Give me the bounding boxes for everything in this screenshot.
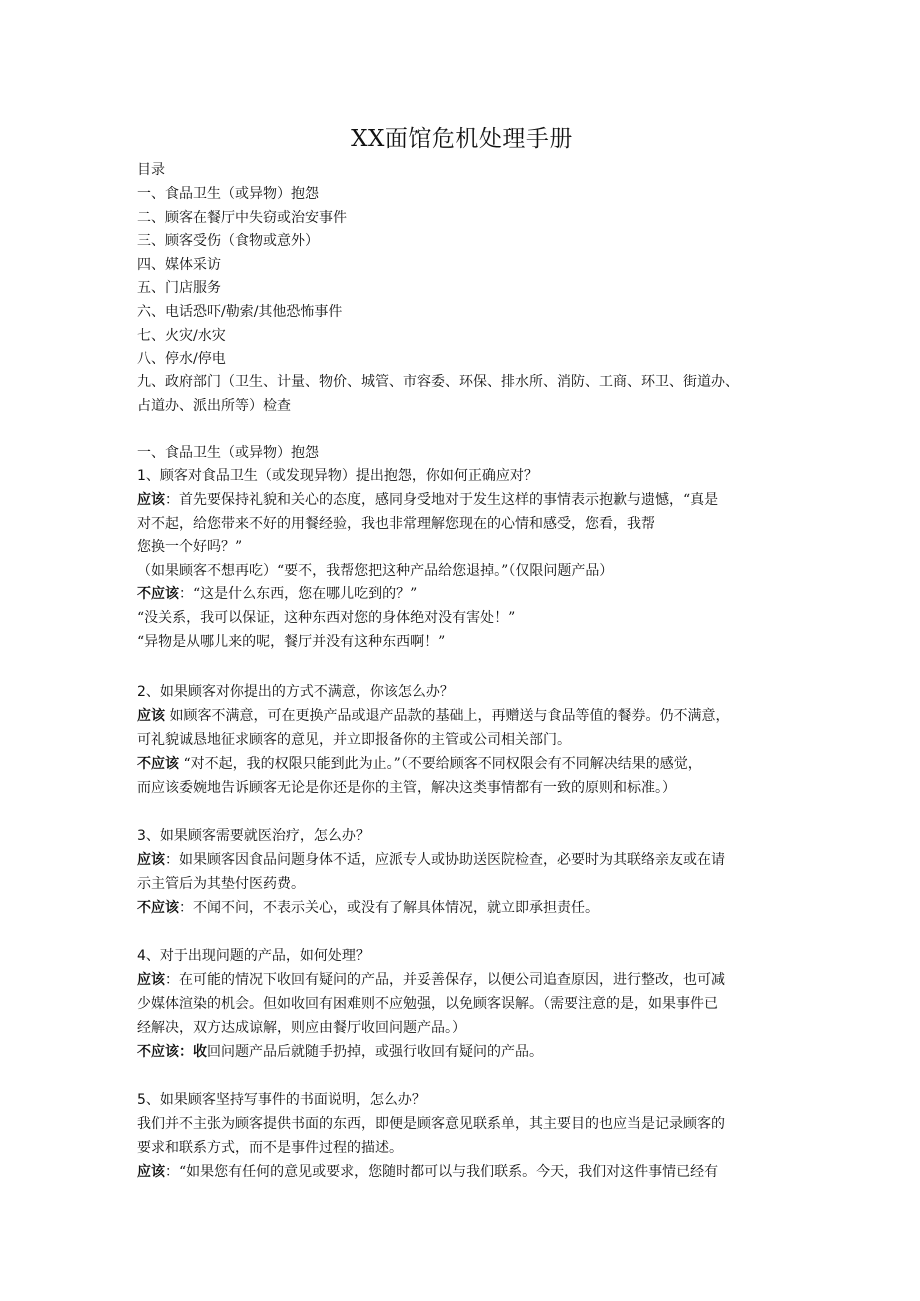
answer-text: “对不起，我的权限只能到此为止。”（不要给顾客不同权限会有不同解决结果的感觉， [179, 756, 702, 772]
question-number: 4 [137, 948, 146, 964]
question-number: 3 [137, 828, 146, 844]
question-text: 、对于出现问题的产品，如何处理？ [145, 948, 370, 964]
question-number: 1 [137, 468, 146, 484]
should-not-label: 不应该：收 [137, 1044, 207, 1060]
toc-item: 九、政府部门（卫生、计量、物价、城管、市容委、环保、排水所、消防、工商、环卫、街道办、 [137, 374, 739, 390]
toc-item: 七、火灾/水灾 [137, 328, 226, 344]
document-title: XX面馆危机处理手册 [351, 126, 573, 152]
answer-text: 而应该委婉地告诉顾客无论是你还是你的主管，解决这类事情都有一致的原则和标准。） [137, 780, 676, 796]
answer-should [137, 1162, 787, 1182]
question-5 [137, 1090, 787, 1110]
question-text: 、如果顾客对你提出的方式不满意，你该怎么办？ [145, 684, 454, 700]
answer-should-not [137, 584, 787, 604]
answer-text: ：如果顾客因食品问题身体不适，应派专人或协助送医院检查，必要时为其联络亲友或在请 [165, 852, 725, 868]
question-2 [137, 682, 787, 702]
answer-text: “没关系，我可以保证，这种东西对您的身体绝对没有害处！” [137, 610, 516, 626]
toc-item: 五、门店服务 [137, 280, 221, 296]
question-3 [137, 826, 787, 846]
toc-item: 四、媒体采访 [137, 257, 221, 273]
should-label: 应该 [137, 492, 165, 508]
section-heading: 一、食品卫生（或异物）抱怨 [137, 445, 319, 461]
answer-should-not [137, 898, 787, 918]
answer-should [137, 970, 787, 990]
answer-text: 对不起，给您带来不好的用餐经验，我也非常理解您现在的心情和感受，您看，我帮 [137, 516, 655, 532]
should-label: 应该 [137, 972, 165, 988]
answer-text: 经解决，双方达成谅解，则应由餐厅收回问题产品。） [137, 1020, 466, 1036]
answer-text: ：在可能的情况下收回有疑问的产品，并妥善保存，以便公司追查原因，进行整改，也可减 [165, 972, 725, 988]
toc-item: 二、顾客在餐厅中失窃或治安事件 [137, 210, 347, 226]
answer-text: 示主管后为其垫付医药费。 [137, 876, 305, 892]
answer-should-not [137, 1042, 787, 1062]
toc-item: 占道办、派出所等）检查 [137, 398, 291, 414]
should-label: 应该 [137, 852, 165, 868]
question-1 [137, 466, 787, 486]
answer-text: 少媒体渲染的机会。但如收回有困难则不应勉强，以免顾客误解。（需要注意的是，如果事件已 [137, 996, 718, 1012]
body-text: 我们并不主张为顾客提供书面的东西，即便是顾客意见联系单，其主要目的也应当是记录顾客的 [137, 1116, 725, 1132]
toc-item: 八、停水/停电 [137, 351, 226, 367]
answer-text: 回问题产品后就随手扔掉，或强行收回有疑问的产品。 [207, 1044, 543, 1060]
answer-text: ：首先要保持礼貌和关心的态度，感同身受地对于发生这样的事情表示抱歉与遗憾，“真是 [165, 492, 719, 508]
answer-text: 您换一个好吗？” [137, 539, 243, 555]
answer-should [137, 490, 787, 510]
should-not-label: 不应该 [137, 586, 179, 602]
answer-text: （如果顾客不想再吃）“要不，我帮您把这种产品给您退掉。”（仅限问题产品） [137, 563, 614, 579]
answer-should [137, 706, 787, 726]
answer-text: ：不闻不问，不表示关心，或没有了解具体情况，就立即承担责任。 [179, 900, 599, 916]
question-text: 、顾客对食品卫生（或发现异物）提出抱怨，你如何正确应对？ [145, 468, 538, 484]
question-number: 2 [137, 684, 146, 700]
toc-heading: 目录 [137, 162, 165, 178]
answer-should-not [137, 754, 787, 774]
toc-item: 三、顾客受伤（食物或意外） [137, 233, 319, 249]
should-not-label: 不应该 [137, 900, 179, 916]
answer-text: “异物是从哪儿来的呢，餐厅并没有这种东西啊！” [137, 634, 446, 650]
toc-item: 一、食品卫生（或异物）抱怨 [137, 186, 319, 202]
toc-item: 六、电话恐吓/勒索/其他恐怖事件 [137, 304, 343, 320]
answer-text: ：“如果您有任何的意见或要求，您随时都可以与我们联系。今天，我们对这件事情已经有 [165, 1164, 719, 1180]
should-label: 应该 [137, 1164, 165, 1180]
answer-should [137, 850, 787, 870]
should-label: 应该 [137, 708, 165, 724]
question-text: 、如果顾客需要就医治疗，怎么办？ [145, 828, 370, 844]
body-text: 要求和联系方式，而不是事件过程的描述。 [137, 1140, 403, 1156]
question-text: 、如果顾客坚持写事件的书面说明，怎么办？ [145, 1092, 426, 1108]
answer-text: ：“这是什么东西，您在哪儿吃到的？” [179, 586, 418, 602]
answer-text: 如顾客不满意，可在更换产品或退产品款的基础上，再赠送与食品等值的餐券。仍不满意， [165, 708, 730, 724]
question-4 [137, 946, 787, 966]
should-not-label: 不应该 [137, 756, 179, 772]
answer-text: 可礼貌诚恳地征求顾客的意见，并立即报备你的主管或公司相关部门。 [137, 732, 571, 748]
question-number: 5 [137, 1092, 146, 1108]
